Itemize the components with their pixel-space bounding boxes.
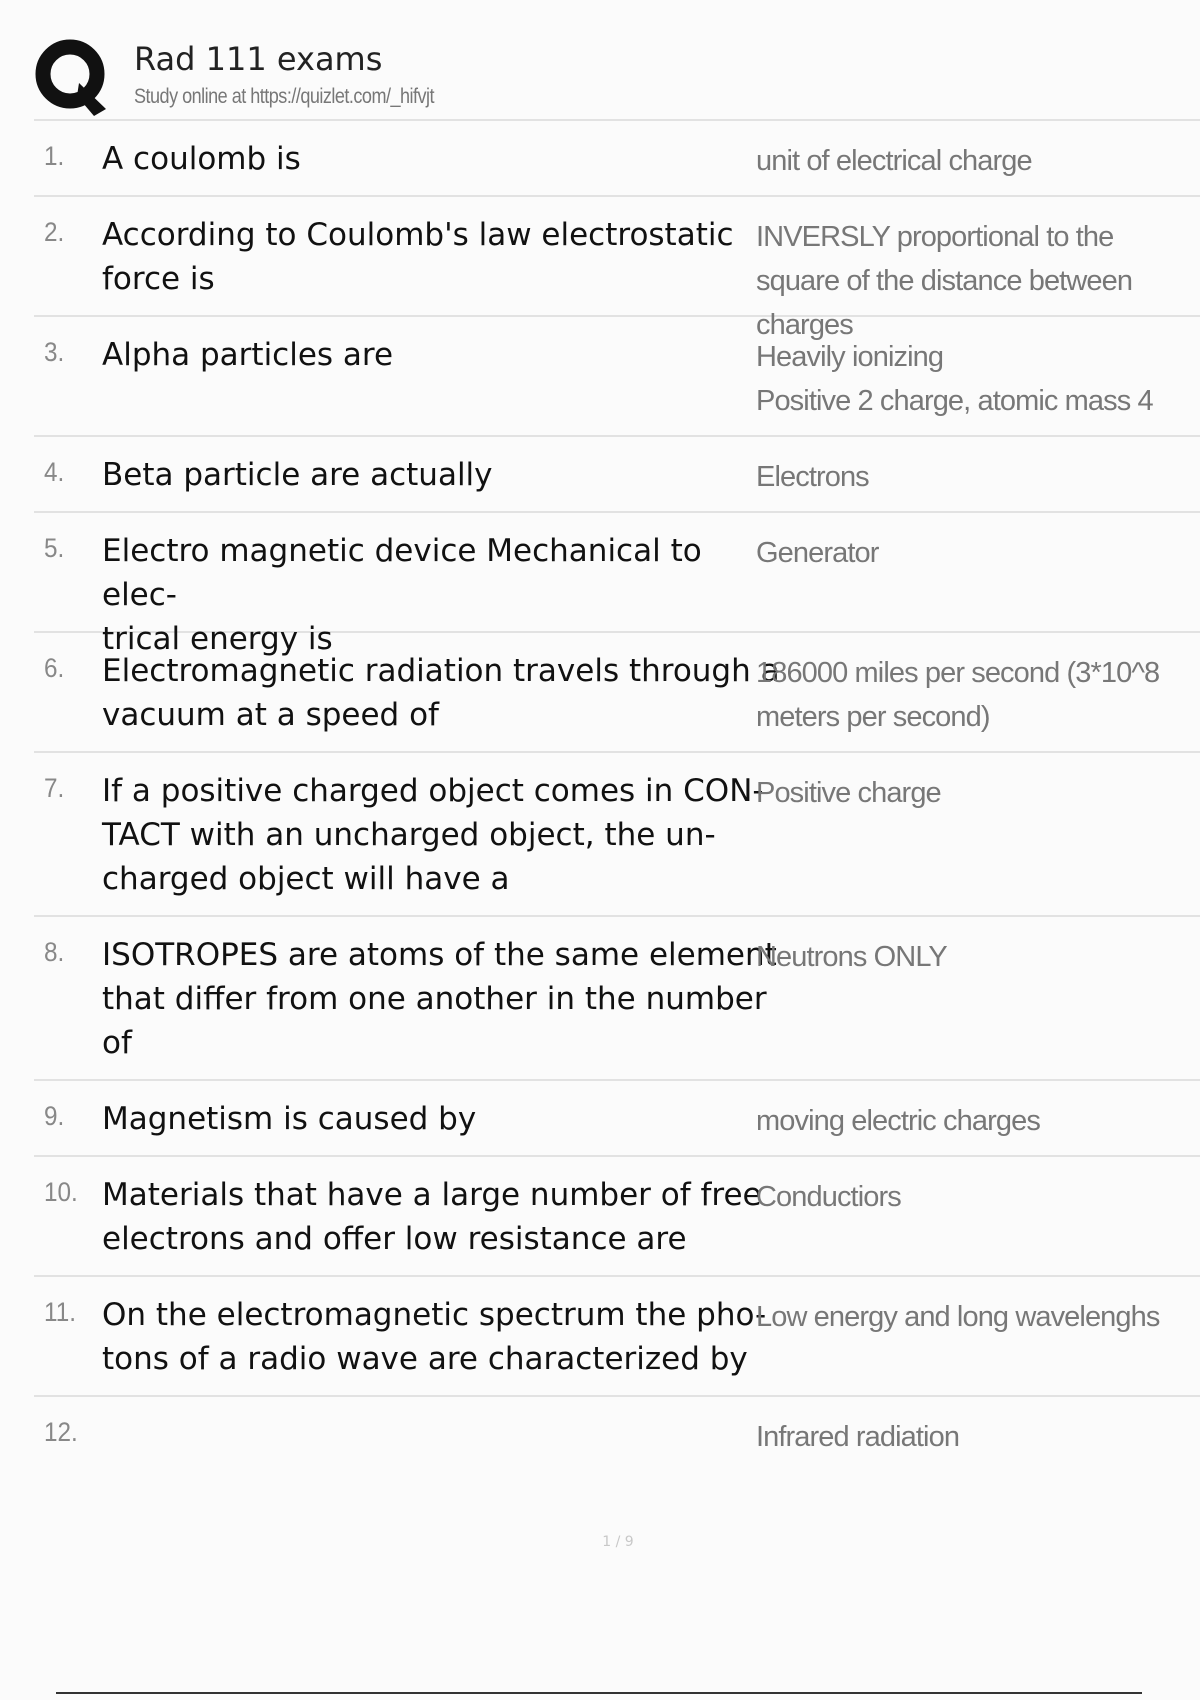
card-term: ISOTROPES are atoms of the same element that differ from one another in the number of <box>102 937 777 1061</box>
card-number: 10. <box>44 1177 78 1207</box>
flashcard-row <box>34 513 1200 657</box>
card-definition: Neutrons ONLY <box>756 941 947 973</box>
flashcard-row <box>34 917 1200 1081</box>
card-number: 2. <box>44 217 65 247</box>
card-term: Materials that have a large number of free electrons and offer low resistance are <box>102 1177 762 1257</box>
page-number: 1 / 9 <box>602 1534 634 1550</box>
flashcard-row <box>34 121 1200 197</box>
card-definition: INVERSLY proportional to the square of the distance between charges <box>756 221 1133 341</box>
quizlet-q-logo-icon <box>34 38 114 118</box>
card-definition: moving electric charges <box>756 1105 1040 1137</box>
card-number: 9. <box>44 1101 65 1131</box>
card-number: 11. <box>44 1297 76 1327</box>
card-definition: 186000 miles per second (3*10^8 meters per second) <box>756 657 1160 733</box>
card-term: On the electromagnetic spectrum the pho- tons of a radio wave are characterized by <box>102 1297 767 1377</box>
card-definition: Infrared radiation <box>756 1421 960 1453</box>
flashcard-row <box>34 1277 1200 1397</box>
flashcard-list <box>34 119 1200 1473</box>
card-term: Electromagnetic radiation travels through a vacuum at a speed of <box>102 653 780 733</box>
flashcard-row <box>34 1081 1200 1157</box>
card-definition: unit of electrical charge <box>756 145 1032 177</box>
card-definition: Heavily ionizing Positive 2 charge, atomic mass 4 <box>756 341 1153 417</box>
card-number: 7. <box>44 773 65 803</box>
card-definition: Positive charge <box>756 777 941 809</box>
flashcard-row <box>34 753 1200 917</box>
flashcard-row <box>34 437 1200 513</box>
card-definition: Electrons <box>756 461 869 493</box>
study-online-url: Study online at https://quizlet.com/_hifvjt <box>134 85 435 108</box>
card-term: Magnetism is caused by <box>102 1101 477 1137</box>
deck-title: Rad 111 exams <box>134 40 383 78</box>
card-number: 1. <box>44 141 65 171</box>
flashcard-row <box>34 633 1200 753</box>
card-term: Beta particle are actually <box>102 457 493 493</box>
card-term: A coulomb is <box>102 141 301 177</box>
flashcard-row <box>34 1397 1200 1473</box>
card-number: 4. <box>44 457 65 487</box>
flashcard-row <box>34 197 1200 341</box>
flashcard-row <box>34 317 1200 437</box>
card-term: Electro magnetic device Mechanical to elec- trical energy is <box>102 533 702 657</box>
bottom-divider <box>56 1692 1142 1694</box>
card-definition: Conductiors <box>756 1181 901 1213</box>
card-number: 12. <box>44 1417 78 1447</box>
card-number: 5. <box>44 533 65 563</box>
card-term: If a positive charged object comes in CON- TACT with an uncharged object, the un- charged object will have a <box>102 773 764 897</box>
card-term: According to Coulomb's law electrostatic force is <box>102 217 734 297</box>
card-definition: Generator <box>756 537 879 569</box>
card-number: 3. <box>44 337 65 367</box>
document-header <box>34 36 1194 118</box>
card-term: Alpha particles are <box>102 337 394 373</box>
card-number: 8. <box>44 937 65 967</box>
card-number: 6. <box>44 653 65 683</box>
flashcard-row <box>34 1157 1200 1277</box>
card-definition: Low energy and long wavelenghs <box>756 1301 1160 1333</box>
